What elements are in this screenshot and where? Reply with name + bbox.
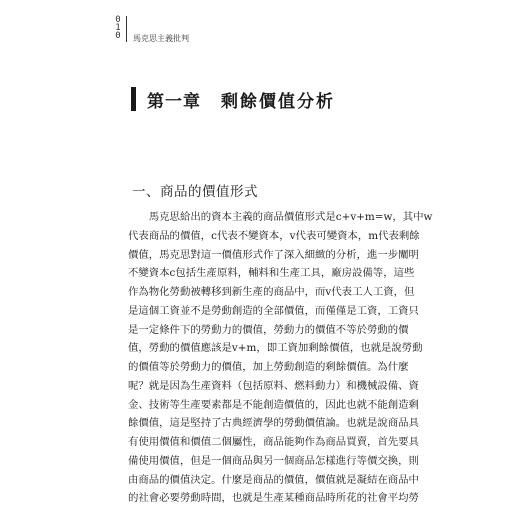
- text-line: 金、技術等生產要素都是不能創造價值的，因此也就不能創造剩: [128, 398, 419, 411]
- text-line: 備使用價值，但是一個商品與另一個商品怎樣進行等價交換，則: [128, 454, 419, 467]
- text-line: 價值，馬克思對這一價值形式作了深入細緻的分析，進一步闡明: [128, 248, 419, 261]
- text-line: 作為物化勞動被轉移到新生產的商品中，而v代表工人工資，但: [128, 286, 415, 298]
- text-line: 餘價值，這是堅持了古典經濟學的勞動價值論。也就是說商品具: [128, 417, 419, 430]
- text-line: 馬克思給出的資本主義的商品價值形式是c+v+m=w，其中w: [128, 211, 433, 223]
- text-line: 有使用價值和價值二個屬性，商品能夠作為商品買賣，首先要具: [128, 436, 419, 448]
- section-heading: 一、商品的價值形式: [132, 184, 258, 200]
- text-line: 的社會必要勞動時間，也就是生產某種商品時所花的社會平均勞: [128, 492, 419, 505]
- text-line: 值，勞動的價值應該是v+m，即工資加剩餘價值，也就是說勞動: [128, 342, 423, 355]
- body-paragraph: [128, 208, 488, 508]
- chapter-marker-bar: [131, 87, 136, 111]
- header-divider: [126, 16, 127, 42]
- chapter-title: 剩餘價值分析: [221, 91, 335, 112]
- text-line: 由商品的價值決定。什麼是商品的價值，價值就是凝結在商品中: [128, 473, 419, 486]
- page-number-digit: 0: [115, 31, 121, 41]
- text-line: 代表商品的價值，c代表不變資本，v代表可變資本，m代表剩餘: [128, 229, 420, 242]
- text-line: 的價值等於勞動力的價值，加上勞動創造的剩餘價值。為什麼: [128, 361, 409, 373]
- page-number: [113, 16, 123, 40]
- book-title: 馬克思主義批判: [133, 34, 189, 43]
- text-line: 是一定條件下的勞動力的價值，勞動力的價值不等於勞動的價: [128, 323, 409, 336]
- page-number-digit: 1: [115, 23, 121, 33]
- chapter-number: 第一章: [147, 91, 201, 112]
- text-line: 不變資本c包括生產原料，輔料和生產工具，廠房設備等，這些: [128, 267, 415, 280]
- chapter-heading: [131, 86, 335, 112]
- page-number-digit: 0: [115, 15, 121, 25]
- text-line: 是這個工資並不是勞動創造的全部價值，而僅僅是工資，工資只: [128, 304, 419, 317]
- text-line: 呢？就是因為生產資料（包括原料、燃料動力）和機械設備、資: [128, 379, 419, 392]
